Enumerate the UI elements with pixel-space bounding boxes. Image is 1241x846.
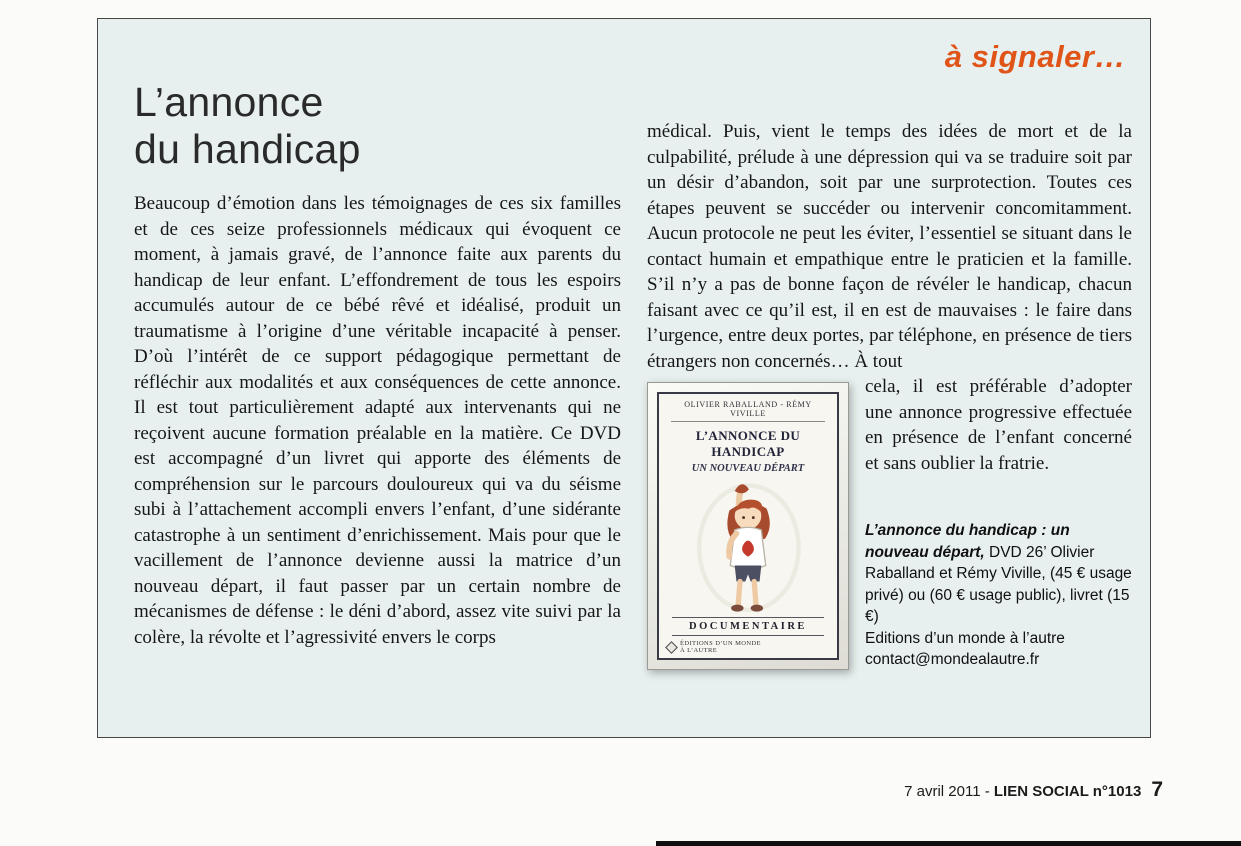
dvd-illustration — [664, 474, 832, 617]
footer-issue: LIEN SOCIAL n°1013 — [993, 783, 1142, 800]
article-text-right: médical. Puis, vient le temps des idées de mort et de la culpabilité, prélude à une dépression qui va se traduire soit par un désir d’abandon, soit par une surprotection. Toutes ces étapes peuvent se succéder ou intervenir concomitamment. Aucun protocole ne peut les éviter, l’essentiel se situant dans le contact humain et empathique entre le praticien et la famille. S’il n’y a pas de bonne façon de révéler le handicap, chacun faisant avec ce qu’il est, il en est de mauvaises : le faire dans l’urgence, entre deux portes, par téléphone, en présence de tiers étrangers non concernés… À tout — [647, 121, 1132, 372]
dvd-cover — [647, 382, 849, 670]
right-column — [647, 119, 1132, 674]
article-title-line1: L’annonce — [134, 79, 324, 125]
article-text-left: Beaucoup d’émotion dans les témoignages de ces six familles et de ces seize professionnels médicaux qui évoquent ce moment, à jamais gravé, de l’annonce faite aux parents du handicap de leur enfant. L’effondrement de tous les espoirs accumulés autour de ce bébé rêvé et idéalisé, produit un traumatisme à l’origine d’une véritable incapacité à penser. D’où l’intérêt de ce support pédagogique permettant de réfléchir aux modalités et aux conséquences de cette annonce. Il est tout particulièrement adapté aux intervenants qui ne reçoivent aucune formation préalable en la matière. Ce DVD est accompagné d’un livret qui apporte des éléments de compréhension sur le parcours douloureux qui va du séisme subi à l’attachement accompli envers l’enfant, d’une sidérante catastrophe à un sentiment d’enrichissement. Mais pour que le vacillement de l’annonce devienne aussi la matrice d’un nouveau départ, il faut passer par un certain nombre de mécanismes de défense : le déni d’abord, assez vite suivi par la colère, la révolte et l’agressivité envers le corps — [134, 193, 621, 648]
caption-title: L’annonce du handicap : un nouveau départ, — [865, 522, 1070, 561]
dvd-subtitle: UN NOUVEAU DÉPART — [691, 463, 805, 474]
publisher-logo-icon — [665, 641, 678, 654]
scan-artifact-bar — [656, 841, 1241, 846]
wrap-zone — [647, 374, 1132, 671]
left-column — [134, 79, 621, 650]
dvd-cover-inner — [657, 392, 839, 660]
dvd-genre: DOCUMENTAIRE — [672, 617, 823, 636]
article-text-wrap: cela, il est préférable d’adopter une annonce progressive effectuée en présence de l’enfant concerné et sans oublier la fratrie. — [865, 376, 1132, 474]
caption-publisher: Editions d’un monde à l’autre — [865, 629, 1065, 647]
dvd-publisher — [664, 640, 768, 654]
article-title — [134, 79, 621, 173]
dvd-authors: OLIVIER RABALLAND - RÉMY VIVILLE — [671, 400, 826, 422]
caption-details: DVD 26’ Olivier Raballand et Rémy Viville, (45 € usage privé) ou (60 € usage public), livret (15 €) — [865, 543, 1132, 625]
magazine-page — [97, 18, 1151, 738]
footer-page-number: 7 — [1151, 778, 1163, 801]
dvd-publisher-name: ÉDITIONS D’UN MONDE À L’AUTRE — [680, 640, 761, 654]
article-title-line2: du handicap — [134, 126, 361, 172]
section-header: à signaler… — [944, 39, 1126, 74]
dvd-title: L’ANNONCE DU HANDICAP — [695, 428, 801, 459]
page-footer — [904, 778, 1163, 802]
child-illustration-icon — [690, 475, 806, 617]
caption-email: contact@mondealautre.fr — [865, 651, 1040, 668]
footer-date: 7 avril 2011 - — [904, 783, 994, 800]
